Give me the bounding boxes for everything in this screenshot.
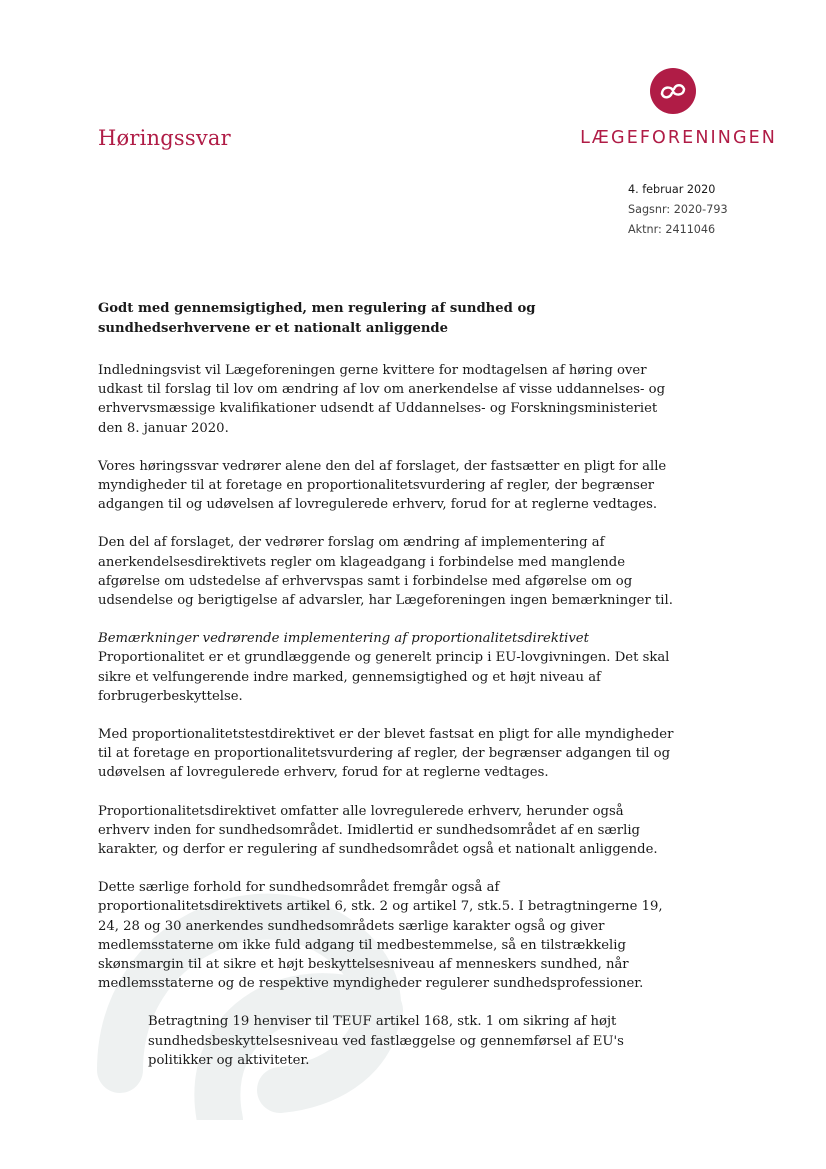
paragraph-proportionality: Proportionalitet er et grundlæggende og generelt princip i EU-lovgivningen. Det skal sikre et velfungerende indre marked, gennemsigtighed og et højt niveau af forbrugerbeskyttelse. [98,650,670,704]
section-subheading: Bemærkninger vedrørende implementering af proportionalitetsdirektivet [98,631,589,647]
document-type-title: Høringssvar [98,126,231,150]
document-date: 4. februar 2020 [628,183,716,196]
paragraph-directive-duty: Med proportionalitetstestdirektivet er der blevet fastsat en pligt for alle myndigheder til at foretage en proportionalitetsvurdering af regler, der begrænser adgangen til og udøvelsen af lovregulerede erhverv, forud for at reglerne vedtages. [98,727,674,781]
laegeforeningen-logo-icon [650,68,696,114]
paragraph-scope: Vores høringssvar vedrører alene den del af forslaget, der fastsætter en pligt for alle myndigheder til at foretage en proportionalitetsvurdering af regler, der begrænser adgangen til og udøvelsen af lovregulerede erhverv, forud for at reglerne vedtages. [98,458,667,513]
document-meta [628,180,728,240]
document-body [98,299,674,1089]
paragraph-articles: Dette særlige forhold for sundhedsområdet fremgår også af proportionalitetsdirektivets artikel 6, stk. 2 og artikel 7, stk.5. I betragtningerne 19, 24, 28 og 30 anerkendes sundhedsområdets særlige karakter også og giver medlemsstaterne om ikke fuld adgang til medbestemmelse, så en tilstrækkelig skønsmargin til at sikre et højt beskyttelsesniveau af menneskers sundhed, når medlemsstaterne og de respektive myndigheder regulerer sundhedsprofessioner. [98,880,663,992]
main-heading: Godt med gennemsigtighed, men regulering af sundhed og sundhedserhvervene er et nationalt anliggende [98,301,536,336]
paragraph-no-remarks: Den del af forslaget, der vedrører forslag om ændring af implementering af anerkendelsesdirektivets regler om klageadgang i forbindelse med manglende afgørelse om udstedelse af erhvervspas samt i forbindelse med afgørelse om og udsendelse og berigtigelse af advarsler, har Lægeforeningen ingen bemærkninger til. [98,535,673,609]
case-number: Sagsnr: 2020-793 [628,203,728,216]
organization-name: LÆGEFORENINGEN [580,128,777,148]
paragraph-health-area: Proportionalitetsdirektivet omfatter alle lovregulerede erhverv, herunder også erhverv inden for sundhedsområdet. Imidlertid er sundhedsområdet af en særlig karakter, og derfor er regulering af sundhedsområdet også et nationalt anliggende. [98,803,658,858]
quote-recital-19: Betragtning 19 henviser til TEUF artikel 168, stk. 1 om sikring af højt sundhedsbeskyttelsesniveau ved fastlæggelse og gennemførsel af EU's politikker og aktiviteter. [148,1014,624,1068]
act-number: Aktnr: 2411046 [628,223,716,236]
paragraph-intro: Indledningsvist vil Lægeforeningen gerne kvittere for modtagelsen af høring over udkast til forslag til lov om ændring af lov om anerkendelse af visse uddannelses- og erhvervsmæssige kvalifikationer udsendt af Uddannelses- og Forskningsministeriet den 8. januar 2020. [98,363,666,436]
